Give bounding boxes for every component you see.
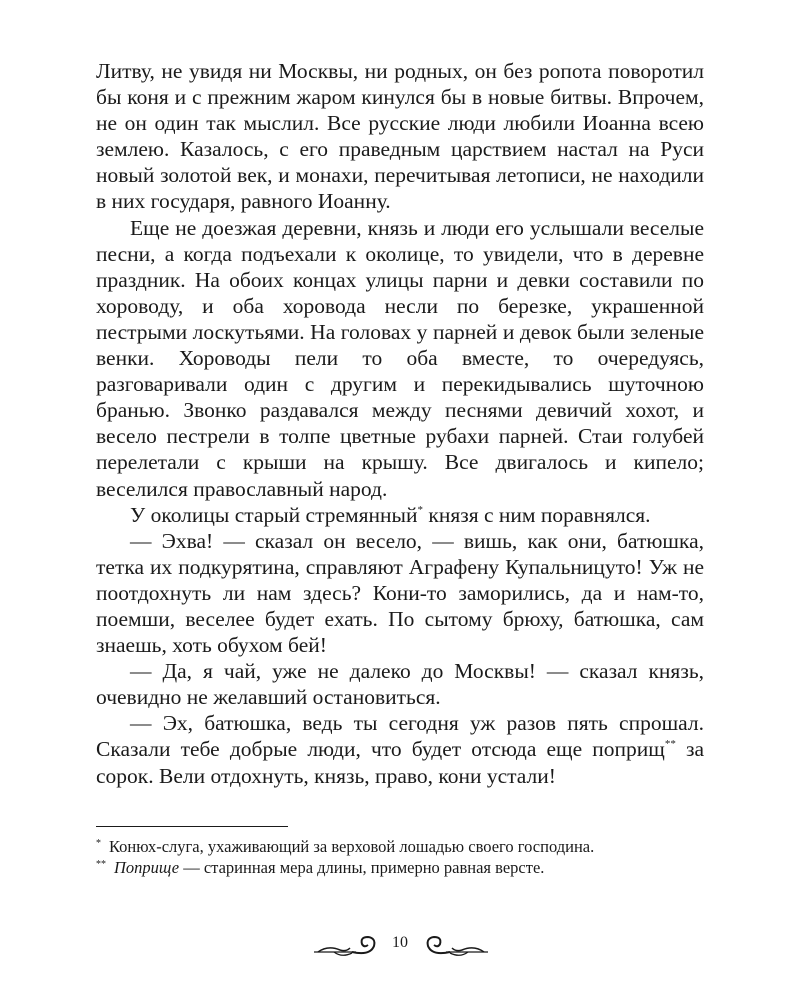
ornament-right-icon — [418, 932, 490, 960]
dialogue-line: — Да, я чай, уже не далеко до Москвы! — сказал князь, очевидно не желавший остановиться. — [96, 659, 704, 710]
footnote-term: Поприще — [114, 858, 180, 877]
paragraph — [96, 502, 704, 528]
paragraph-text: князя с ним поравнялся. — [423, 502, 651, 527]
footnote-ref-1[interactable]: * — [417, 503, 423, 516]
footnote — [96, 836, 704, 857]
footnote — [96, 857, 704, 878]
paragraph: Еще не доезжая деревни, князь и люди его услышали веселые песни, а когда подъехали к околице, то увидели, что в деревне праздник. На обоих концах улицы парни и девки составили по хороводу, и оба хоровода несли по березке, украшенной пестрыми лоскутьями. На головах у парней и девок были зеленые венки. Хороводы пели то оба вместе, то очередуясь, разговаривали один с другим и перекидывались шуточною бранью. Звонко раздавался между песнями девичий хохот, и весело пестрели в толпе цветные рубахи парней. Стаи голубей перелетали с крыши на крышу. Все двигалось и кипело; веселился православный народ. — [96, 215, 704, 501]
paragraph: Литву, не увидя ни Москвы, ни родных, он без ропота поворотил бы коня и с прежним жаром кинулся бы в новые битвы. Впрочем, не он один так мыслил. Все русские люди любили Иоанна всею землею. Казалось, с его праведным царствием настал на Руси новый золотой век, и монахи, перечитывая летописи, не находили в них государя, равного Иоанну. — [96, 59, 704, 214]
dialogue-line: — Эхва! — сказал он весело, — вишь, как они, батюшка, тетка их подкурятина, справляют Аграфену Купальницуто! Уж не поотдохнуть ли нам здесь? Кони-то заморились, да и нам-то, поемши, веселее будет ехать. По сытому брюху, батюшка, сам знаешь, хоть обухом бей! — [96, 528, 704, 658]
page-footer — [0, 928, 800, 964]
paragraph-text: У околицы старый стремянный — [130, 502, 418, 527]
footnote-text: — старинная мера длины, примерно равная версте. — [179, 858, 545, 877]
footnote-mark: * — [96, 838, 101, 849]
page-number: 10 — [392, 934, 408, 951]
paragraph-text: за сорок. Вели отдохнуть, князь, право, кони устали! — [96, 737, 704, 788]
footnotes — [96, 836, 704, 878]
footnote-mark: ** — [96, 859, 106, 870]
dialogue-line — [96, 710, 704, 788]
paragraph-text: — Эх, батюшка, ведь ты сегодня уж разов пять спрошал. Сказали тебе добрые люди, что будет отсюда еще поприщ — [96, 711, 704, 762]
main-text — [96, 58, 704, 789]
footnote-divider — [96, 826, 288, 827]
ornament-left-icon — [312, 932, 384, 960]
footnote-text: Конюх-слуга, ухаживающий за верховой лошадью своего господина. — [109, 837, 595, 856]
footnote-ref-2[interactable]: ** — [664, 738, 676, 751]
